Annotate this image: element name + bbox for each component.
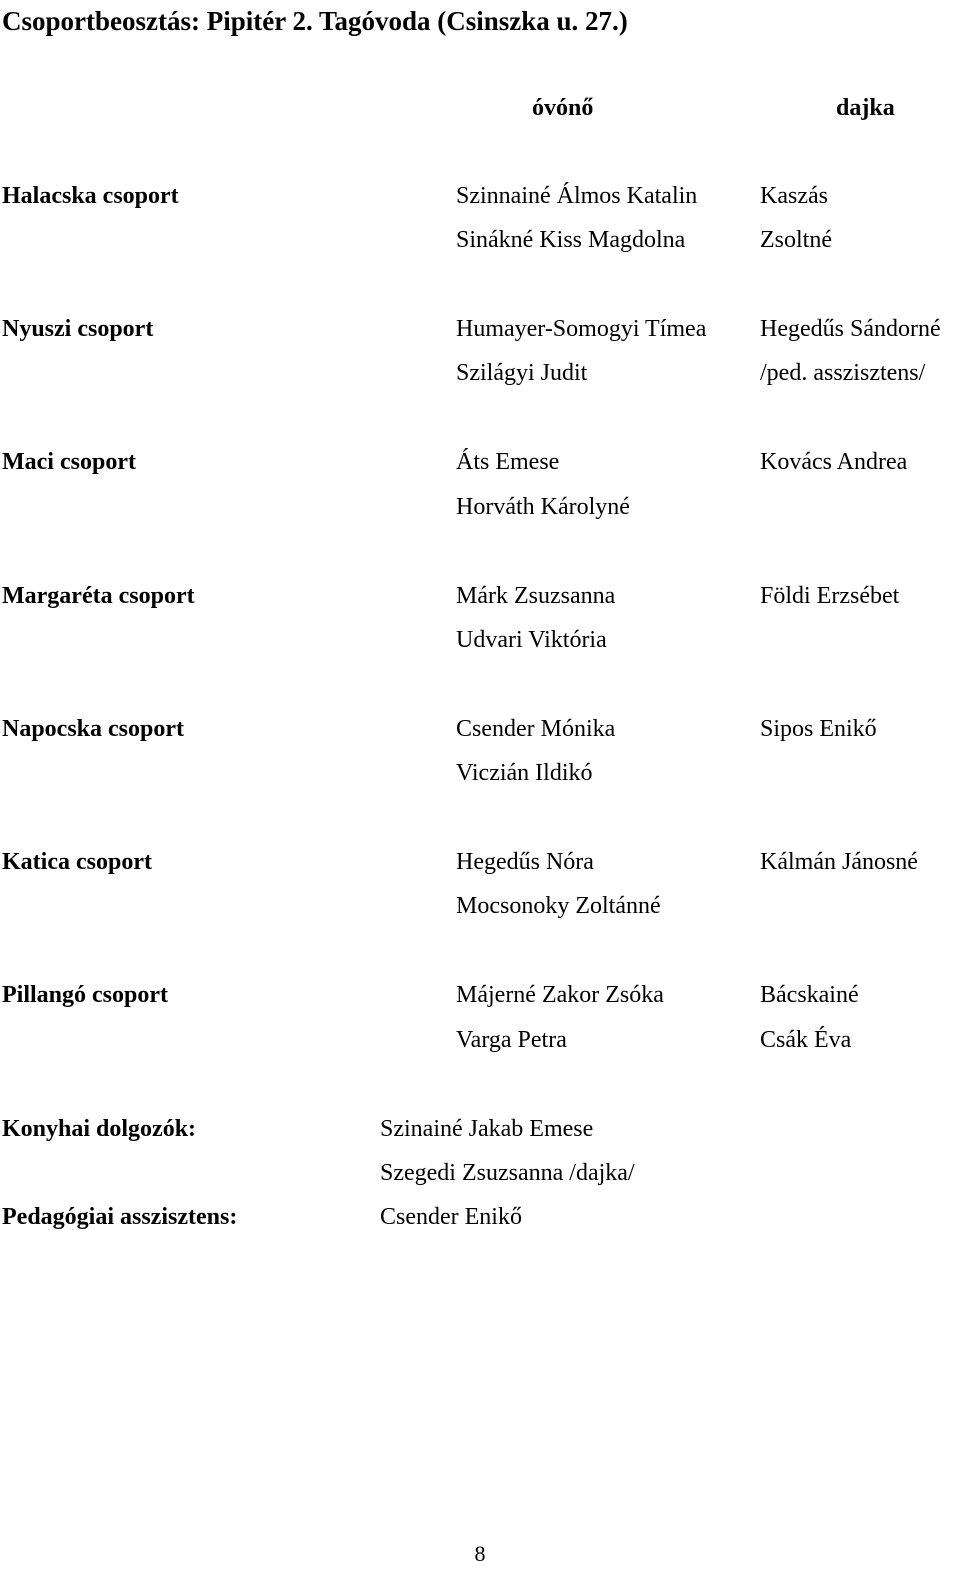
- ovono-name: Varga Petra: [456, 1027, 567, 1053]
- dajka-name: Zsoltné: [760, 227, 832, 253]
- group-name: Pillangó csoport: [2, 982, 168, 1008]
- ovono-name: Horváth Károlyné: [456, 494, 630, 520]
- column-header-dajka: dajka: [836, 95, 895, 121]
- ovono-name: Hegedűs Nóra: [456, 849, 594, 875]
- group-name: Halacska csoport: [2, 183, 179, 209]
- dajka-name: Sipos Enikő: [760, 716, 877, 742]
- ovono-name: Márk Zsuzsanna: [456, 583, 616, 609]
- dajka-name: Kálmán Jánosné: [760, 849, 918, 875]
- ovono-name: Szilágyi Judit: [456, 360, 588, 386]
- dajka-name: Bácskainé: [760, 982, 859, 1008]
- assistant-name: Csender Enikő: [380, 1204, 522, 1230]
- dajka-name: Hegedűs Sándorné: [760, 316, 941, 342]
- dajka-name: Kaszás: [760, 183, 828, 209]
- ovono-name: Humayer-Somogyi Tímea: [456, 316, 707, 342]
- group-name: Napocska csoport: [2, 716, 185, 742]
- ovono-name: Szinnainé Álmos Katalin: [456, 183, 698, 209]
- kitchen-staff-name: Szinainé Jakab Emese: [380, 1116, 594, 1142]
- ovono-name: Csender Mónika: [456, 716, 616, 742]
- page-number: 8: [474, 1541, 486, 1566]
- column-header-ovono: óvónő: [532, 95, 594, 121]
- ovono-name: Áts Emese: [456, 449, 560, 475]
- assistant-label: Pedagógiai asszisztens:: [2, 1204, 238, 1230]
- group-name: Nyuszi csoport: [2, 316, 154, 342]
- ovono-name: Mocsonoky Zoltánné: [456, 893, 661, 919]
- group-name: Maci csoport: [2, 449, 136, 475]
- group-name: Katica csoport: [2, 849, 152, 875]
- ovono-name: Viczián Ildikó: [456, 760, 593, 786]
- dajka-name: Csák Éva: [760, 1027, 852, 1053]
- ovono-name: Májerné Zakor Zsóka: [456, 982, 664, 1008]
- ovono-name: Sinákné Kiss Magdolna: [456, 227, 686, 253]
- dajka-name: Földi Erzsébet: [760, 583, 900, 609]
- dajka-name: /ped. asszisztens/: [760, 360, 926, 386]
- page-title: Csoportbeosztás: Pipitér 2. Tagóvoda (Csinszka u. 27.): [2, 6, 628, 36]
- group-name: Margaréta csoport: [2, 583, 195, 609]
- kitchen-staff-label: Konyhai dolgozók:: [2, 1116, 197, 1142]
- kitchen-staff-name: Szegedi Zsuzsanna /dajka/: [380, 1160, 635, 1186]
- ovono-name: Udvari Viktória: [456, 627, 607, 653]
- dajka-name: Kovács Andrea: [760, 449, 908, 475]
